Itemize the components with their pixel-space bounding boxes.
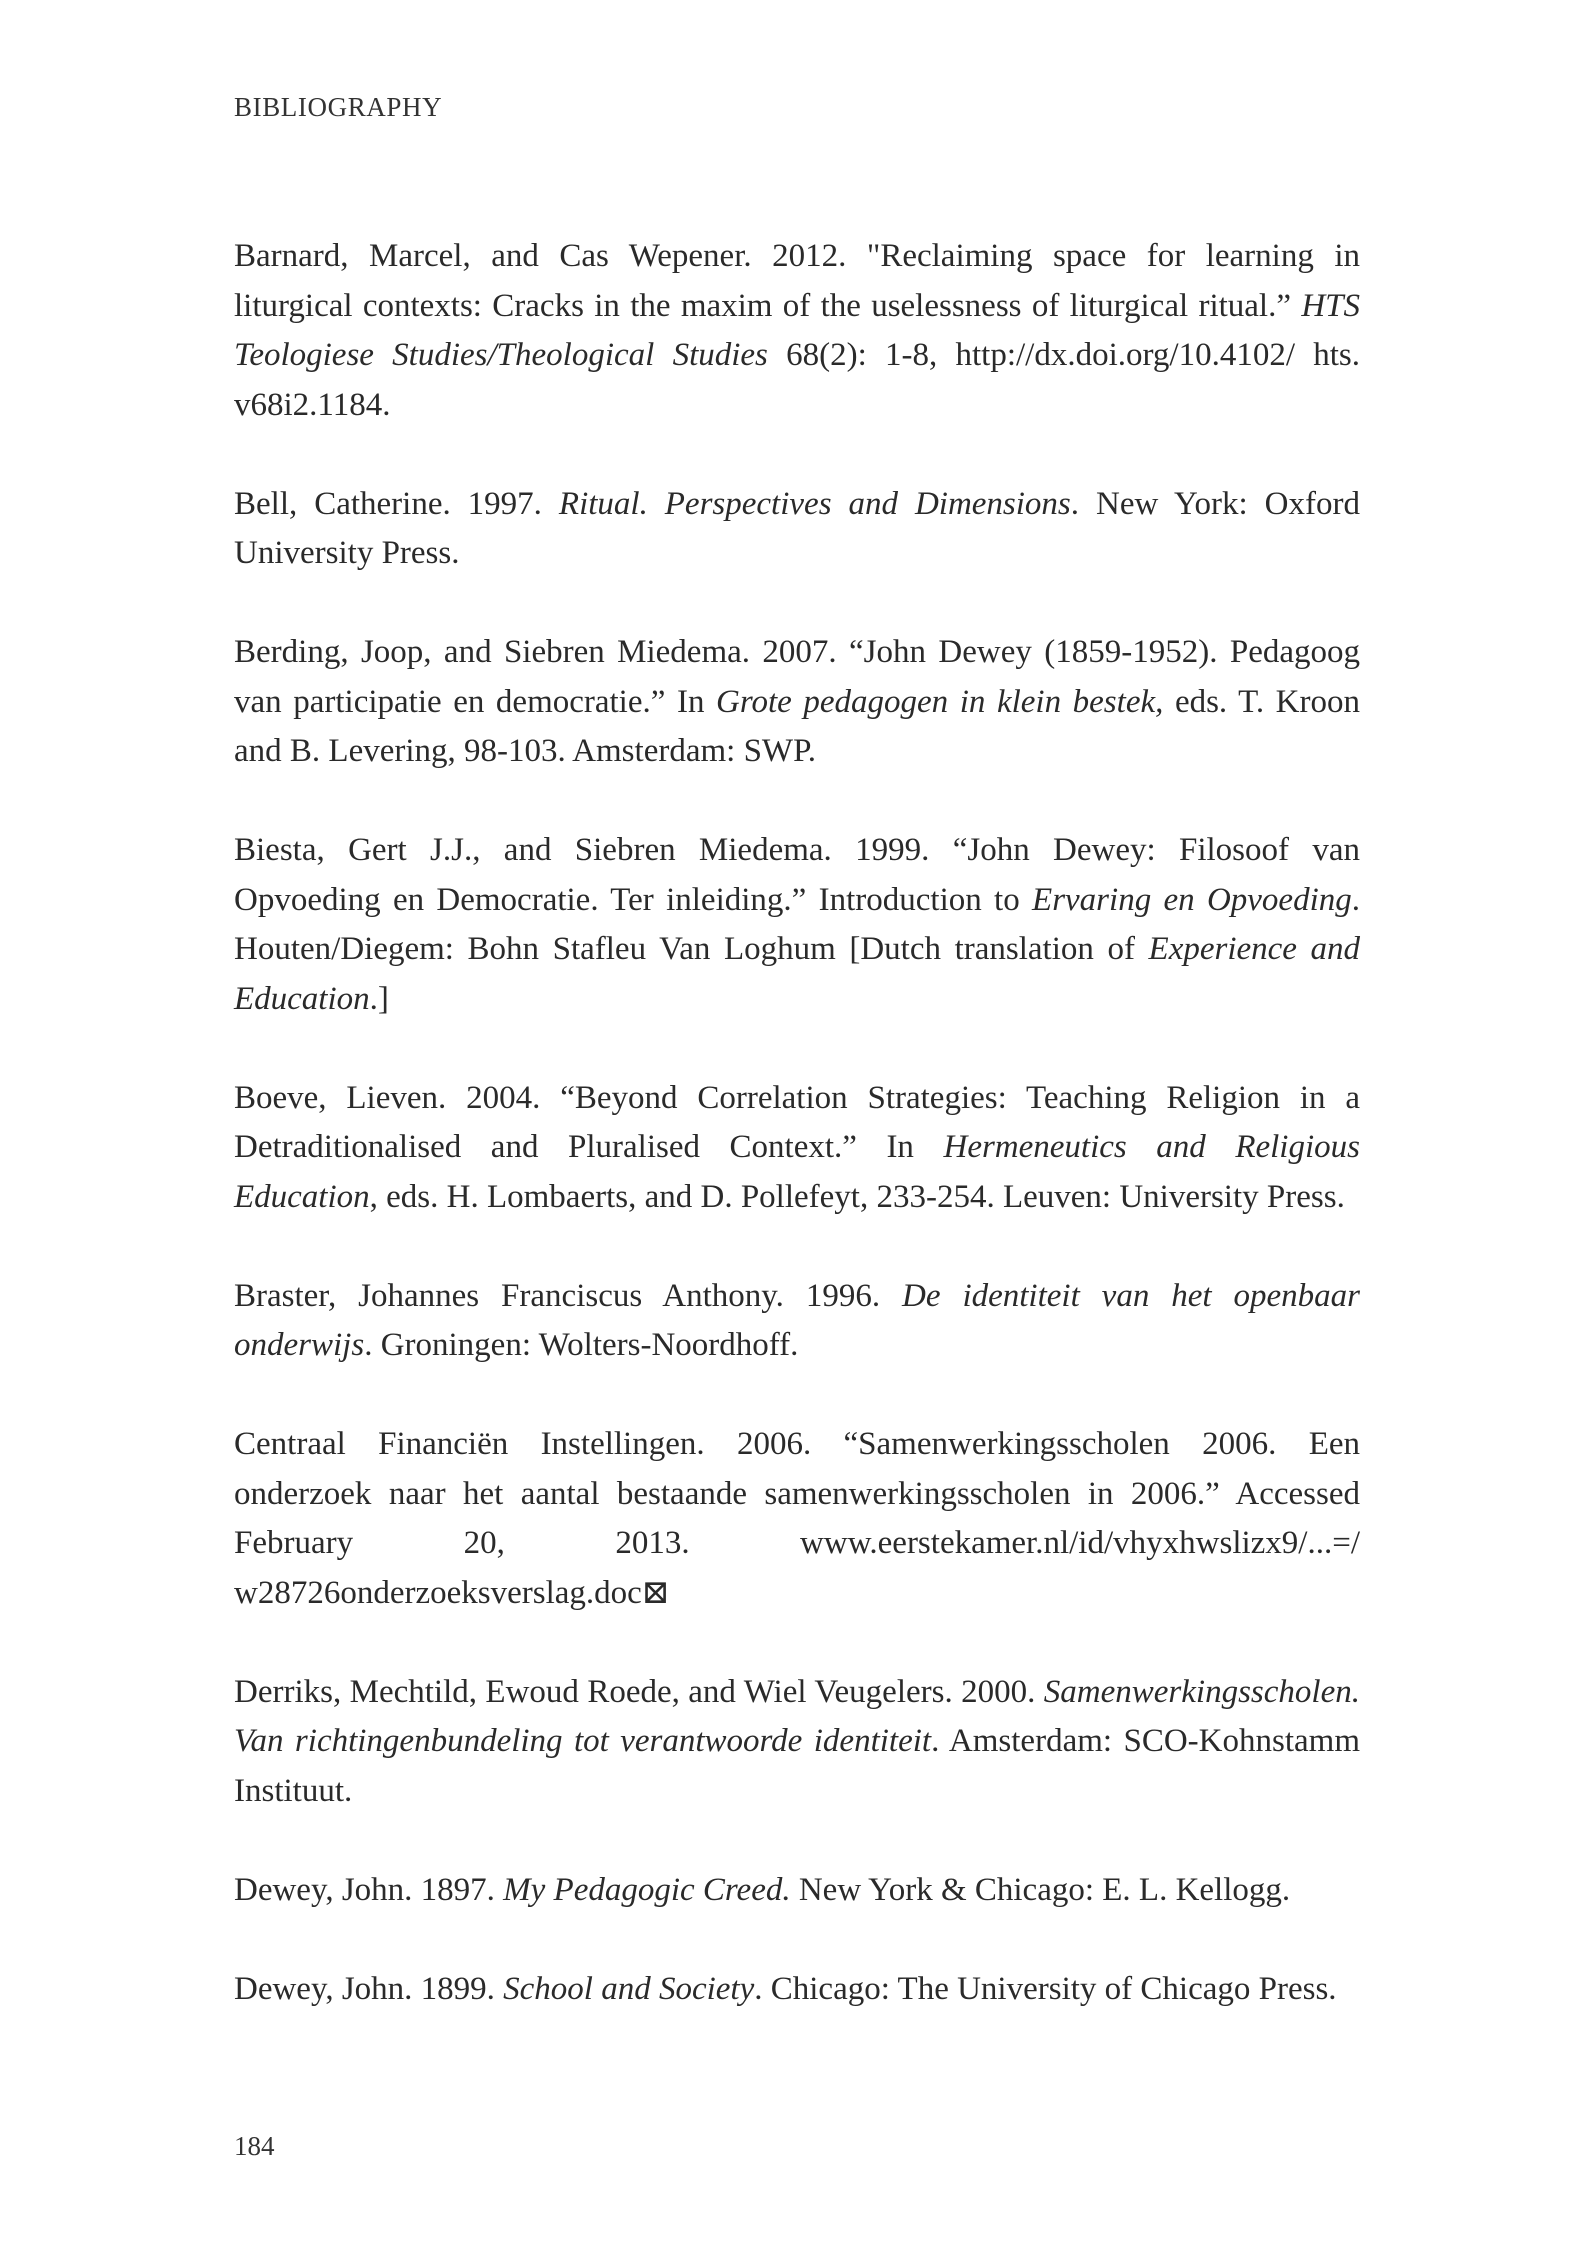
entry-text: Bell, Catherine. 1997.	[234, 485, 559, 522]
bibliography-entry	[234, 628, 1360, 777]
entry-text: 68(2): 1-8, http://dx.doi.org/10.4102/ hts. v68i2.1184.	[234, 337, 1361, 423]
entry-text: Barnard, Marcel, and Cas Wepener. 2012. "Reclaiming space for learning in liturgical contexts: Cracks in the maxim of the uselessness of liturgical ritual.”	[234, 238, 1360, 324]
entry-title-italic: Hermeneutics and Religious Education	[234, 1129, 1360, 1215]
bibliography-entry	[234, 1074, 1360, 1223]
entry-text: Boeve, Lieven. 2004. “Beyond Correlation Strategies: Teaching Religion in a Detraditionalised and Pluralised Context.” In	[234, 1079, 1360, 1165]
entry-title-italic: De identiteit van het openbaar onderwijs	[234, 1277, 1360, 1363]
entry-text: New York & Chicago: E. L. Kellogg.	[790, 1871, 1291, 1908]
bibliography-entry	[234, 1965, 1360, 2015]
entry-text: . New York: Oxford University Press.	[234, 485, 1360, 571]
bibliography-entry	[234, 1866, 1360, 1916]
entry-text: . Chicago: The University of Chicago Press.	[754, 1970, 1337, 2007]
entry-text: . Groningen: Wolters-Noordhoff.	[364, 1327, 799, 1363]
entry-text: Braster, Johannes Franciscus Anthony. 1996.	[234, 1277, 903, 1314]
bibliography-entry	[234, 1668, 1360, 1817]
entry-text: . Houten/Diegem: Bohn Stafleu Van Loghum [Dutch translation of	[234, 881, 1360, 967]
entry-text: Dewey, John. 1897.	[234, 1871, 504, 1908]
entry-text: eds. T. Kroon and B. Levering, 98-103. Amsterdam: SWP.	[234, 683, 1361, 769]
bibliography-list	[234, 232, 1360, 2014]
entry-text: Biesta, Gert J.J., and Siebren Miedema. 1999. “John Dewey: Filosoof van Opvoeding en Democratie. Ter inleiding.” Introduction to	[234, 832, 1360, 918]
entry-text: Berding, Joop, and Siebren Miedema. 2007. “John Dewey (1859-1952). Pedagoog van participatie en democratie.” In	[234, 634, 1360, 720]
entry-text: , eds. H. Lombaerts, and D. Pollefeyt, 233-254. Leuven: University Press.	[369, 1178, 1345, 1215]
entry-title-italic: My Pedagogic Creed.	[503, 1871, 791, 1908]
entry-title-italic: HTS Teologiese Studies/Theological Studies	[234, 287, 1360, 373]
running-header: BIBLIOGRAPHY	[234, 92, 443, 122]
entry-text: .]	[369, 980, 389, 1017]
entry-title-italic: Grote pedagogen in klein bestek,	[716, 683, 1164, 720]
entry-title-italic: Ritual. Perspectives and Dimensions	[558, 485, 1071, 522]
entry-text: Centraal Financiën Instellingen. 2006. “Samenwerkingsscholen 2006. Een onderzoek naar het aantal bestaande samenwerkingsscholen in 2006.” Accessed February 20, 2013. www.eerstekamer.nl/id/vhyxhwslizx9/...=/ w28726onderzoeksverslag.doc⊠	[234, 1426, 1360, 1611]
entry-text: . Amsterdam: SCO-Kohnstamm Instituut.	[234, 1723, 1360, 1809]
bibliography-entry	[234, 1420, 1360, 1618]
entry-title-italic: Samenwerkingsscholen. Van richtingenbundeling tot verantwoorde identiteit	[234, 1673, 1360, 1759]
entry-text: Dewey, John. 1899.	[234, 1970, 504, 2007]
bibliography-entry	[234, 480, 1360, 579]
bibliography-entry	[234, 826, 1360, 1024]
bibliography-entry	[234, 1272, 1360, 1371]
page-number: 184	[234, 2131, 275, 2161]
entry-title-italic: Ervaring en Opvoeding	[1032, 881, 1352, 918]
entry-title-italic: Experience and Education	[234, 931, 1361, 1017]
bibliography-entry	[234, 232, 1360, 430]
entry-title-italic: School and Society	[503, 1970, 755, 2007]
entry-text: Derriks, Mechtild, Ewoud Roede, and Wiel Veugelers. 2000.	[234, 1673, 1044, 1710]
